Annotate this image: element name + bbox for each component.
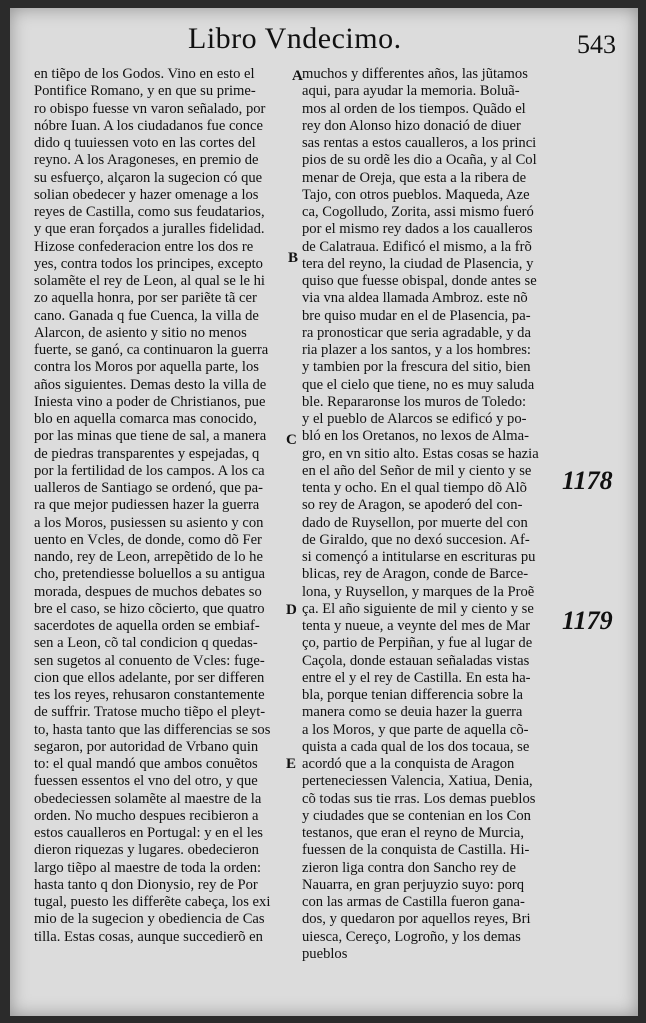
text-line: a los Moros, y que parte de aquella cõ-: [302, 721, 529, 738]
text-line: y el pueblo de Alarcos se edificó y po-: [302, 411, 527, 427]
text-line: rey don Alonso hizo donació de diuer: [302, 117, 521, 134]
text-line: uiesca, Cereço, Logroño, y los demas: [302, 928, 521, 945]
margin-year-1179: 1179: [562, 606, 613, 635]
text-line: quiso que fuesse obispal, donde antes se: [302, 273, 537, 289]
margin-letter-e: E: [286, 756, 297, 772]
text-line: to, hasta tanto que las differencias se sos: [34, 721, 271, 738]
text-line: blicas, rey de Aragon, conde de Barce-: [302, 566, 529, 583]
text-line: so rey de Aragon, se apoderó del con-: [302, 497, 523, 514]
left-column: [34, 66, 292, 946]
right-column: [302, 66, 558, 963]
text-line: de Giraldo, que no dexó succesion. Af-: [302, 531, 530, 548]
text-line: tes los reyes, rehusaron constantemente: [34, 687, 265, 703]
text-line: yes, contra todos los principes, excepto: [34, 255, 263, 272]
text-line: sacerdotes de aquella orden se embiaf-: [34, 618, 260, 634]
text-line: manera como se deuia hazer la guerra: [302, 704, 523, 721]
text-line: Caçola, donde estauan señaladas vistas: [302, 652, 530, 669]
text-line: por las minas que tiene de sal, a manera: [34, 428, 267, 445]
text-line: blo en aquella comarca mas conocido,: [34, 411, 257, 427]
text-line: zieron liga contra don Sancho rey de: [302, 859, 516, 876]
text-line: zo aquella honra, por ser pariẽte tã cer: [34, 290, 257, 307]
text-line: aqui, para ayudar la memoria. Boluã-: [302, 83, 520, 100]
margin-letter-c: C: [286, 432, 297, 448]
text-line: ço, partio de Perpiñan, y fue al lugar de: [302, 635, 533, 652]
text-line: testanos, que eran el reyno de Murcia,: [302, 825, 525, 841]
text-line: por la fertilidad de los campos. A los ca: [34, 462, 265, 479]
text-line: bre quiso mudar en el de Plasencia, pa-: [302, 307, 531, 324]
text-line: años siguientes. Demas desto la villa de: [34, 376, 267, 393]
text-line: dieron riquezas y lugares. obedecieron: [34, 842, 259, 859]
text-line: largo tiẽpo al maestre de toda la orden:: [34, 859, 262, 876]
text-line: mos al orden de los tiempos. Quãdo el: [302, 100, 526, 117]
book-page: [10, 8, 638, 1016]
text-line: Hizose confederacion entre los dos re: [34, 238, 254, 255]
text-line: sen sugetos al conuento de Vcles: fuge-: [34, 652, 265, 669]
text-line: si començó a intitularse en escrituras pu: [302, 549, 536, 565]
margin-letter-b: B: [288, 250, 299, 266]
text-line: nando, rey de Leon, arrepẽtido de lo he: [34, 549, 263, 565]
text-line: perteneciessen Valencia, Xatiua, Denia,: [302, 773, 533, 790]
text-line: orden. No mucho despues recibieron a: [34, 807, 259, 824]
text-line: nóbre Iuan. A los ciudadanos fue conce: [34, 117, 263, 134]
text-line: dado de Ruysellon, por muerte del con: [302, 514, 528, 531]
text-line: ra pronosticar que seria agradable, y da: [302, 324, 531, 341]
text-line: cion que ellos adelante, por ser differen: [34, 669, 265, 686]
text-line: ble. Repararonse los muros de Toledo:: [302, 393, 527, 410]
text-line: y que eran forçados a juralles fidelidad.: [34, 221, 265, 238]
text-line: ro obispo fuesse vn varon señalado, por: [34, 100, 266, 117]
text-line: cõ todas sus tie rras. Los demas pueblos: [302, 790, 536, 807]
text-line: en tiẽpo de los Godos. Vino en esto el: [34, 66, 255, 82]
text-line: Pontifice Romano, y en que su prime-: [34, 83, 256, 100]
text-line: tera del reyno, la ciudad de Plasencia, y: [302, 255, 534, 272]
running-title: Libro Vndecimo.: [188, 22, 402, 55]
text-line: de suffrir. Tratose mucho tiẽpo el pleyt-: [34, 704, 266, 721]
text-line: reyno. A los Aragoneses, en premio de: [34, 152, 259, 169]
text-line: por el mismo rey dados a los caualleros: [302, 221, 533, 238]
text-line: gro, en vn sitio alto. Estas cosas se hazia: [302, 445, 539, 462]
margin-year-1178: 1178: [562, 466, 613, 495]
text-line: Alarcon, de asiento y sitio no menos: [34, 324, 247, 341]
text-line: bre el caso, se hizo cõcierto, que quatro: [34, 600, 265, 617]
text-line: morada, despues de muchos debates so: [34, 583, 262, 600]
text-line: en el año del Señor de mil y ciento y se: [302, 462, 532, 479]
text-line: y ciudades que se contenian en los Con: [302, 807, 531, 824]
text-line: dido q tuuiessen voto en las cortes del: [34, 135, 256, 151]
text-line: ria plazer a los santos, y a los hombres:: [302, 342, 531, 358]
text-line: a los Moros, pusiessen su asiento y con: [34, 514, 264, 531]
text-line: contra los Moros por aquella parte, los: [34, 359, 259, 376]
text-line: estos caualleros en Portugal: y en el les: [34, 825, 263, 841]
text-line: Tajo, con otros pueblos. Maqueda, Aze: [302, 186, 530, 203]
text-line: uento en Vcles, de donde, como dõ Fer: [34, 531, 262, 548]
text-line: ça. El año siguiente de mil y ciento y se: [302, 600, 534, 617]
text-line: tugal, puesto les differẽte cabeça, los exi: [34, 894, 271, 910]
page-number: 543: [577, 30, 616, 59]
text-line: muchos y differentes años, las jũtamos: [302, 66, 528, 82]
text-line: con las armas de Castilla fueron gana-: [302, 894, 525, 910]
text-line: tenta y ocho. En el qual tiempo dõ Alõ: [302, 480, 527, 496]
text-line: cho, pretendiesse boluellos a su antigua: [34, 566, 266, 583]
text-line: su esfuerço, alçaron la sugecion có que: [34, 169, 263, 186]
text-line: cano. Ganada q fue Cuenca, la villa de: [34, 307, 259, 324]
text-line: fuessen de la conquista de Castilla. Hi-: [302, 842, 530, 859]
text-line: de piedras transparentes y espejadas, q: [34, 445, 260, 462]
text-line: obedeciessen solamẽte al maestre de la: [34, 790, 262, 807]
text-line: via vna aldea llamada Ambroz. este nõ: [302, 290, 528, 307]
text-line: y tambien por la frescura del sitio, bien: [302, 359, 531, 376]
text-line: de Calatraua. Edificó el mismo, a la frõ: [302, 238, 532, 255]
text-line: solamẽte el rey de Leon, al qual se le hi: [34, 273, 265, 289]
text-line: reyes de Castilla, como sus feudatarios,: [34, 204, 265, 220]
text-line: ualleros de Santiago se ordenó, que pa-: [34, 480, 263, 496]
text-line: quista a cada qual de los dos tocaua, se: [302, 738, 530, 755]
text-line: segaron, por autoridad de Vrbano quin: [34, 738, 259, 755]
text-line: sen a Leon, cõ tal condicion q quedas-: [34, 635, 258, 652]
text-line: Iniesta vino a poder de Christianos, pue: [34, 393, 266, 410]
text-line: ra que mejor pudiessen hazer la guerra: [34, 497, 260, 514]
text-line: mio de la sugecion y obediencia de Cas: [34, 911, 265, 928]
text-line: sas rentas a estos caualleros, a los princi: [302, 135, 537, 151]
text-line: to: el qual mandó que ambos conuẽtos: [34, 756, 258, 772]
text-line: pueblos: [302, 945, 348, 962]
text-line: pios de su ordẽ les dio a Ocaña, y al Col: [302, 152, 537, 169]
text-line: fuerte, se ganó, ca continuaron la guerra: [34, 342, 269, 358]
text-line: menar de Oreja, que esta a la ribera de: [302, 169, 527, 186]
text-line: tenta y nueue, a veynte del mes de Mar: [302, 618, 531, 634]
text-line: que el cielo que tiene, no es muy saluda: [302, 376, 535, 393]
text-line: lona, y Ruysellon, y marques de la Proẽ: [302, 583, 535, 600]
text-line: fuessen essentos el vno del otro, y que: [34, 773, 258, 790]
text-line: bló en los Oretanos, no lexos de Alma-: [302, 428, 529, 445]
text-line: hasta tanto q don Dionysio, rey de Por: [34, 876, 258, 893]
text-line: entre el y el rey de Castilla. En esta ha-: [302, 669, 531, 686]
text-line: dos, y quedaron por aquellos reyes, Bri: [302, 911, 531, 928]
text-line: bla, porque tenian differencia sobre la: [302, 687, 523, 703]
text-line: ca, Cogolludo, Zorita, assi mismo fueró: [302, 204, 534, 220]
margin-letter-a: A: [292, 68, 303, 84]
text-line: tilla. Estas cosas, aunque succedierõ en: [34, 928, 263, 945]
text-line: acordó que a la conquista de Aragon: [302, 756, 515, 772]
text-line: solian obedecer y hazer omenage a los: [34, 186, 259, 203]
margin-letter-d: D: [286, 602, 297, 618]
text-line: Nauarra, en gran perjuyzio suyo: porq: [302, 876, 525, 893]
page-header: [10, 8, 638, 60]
